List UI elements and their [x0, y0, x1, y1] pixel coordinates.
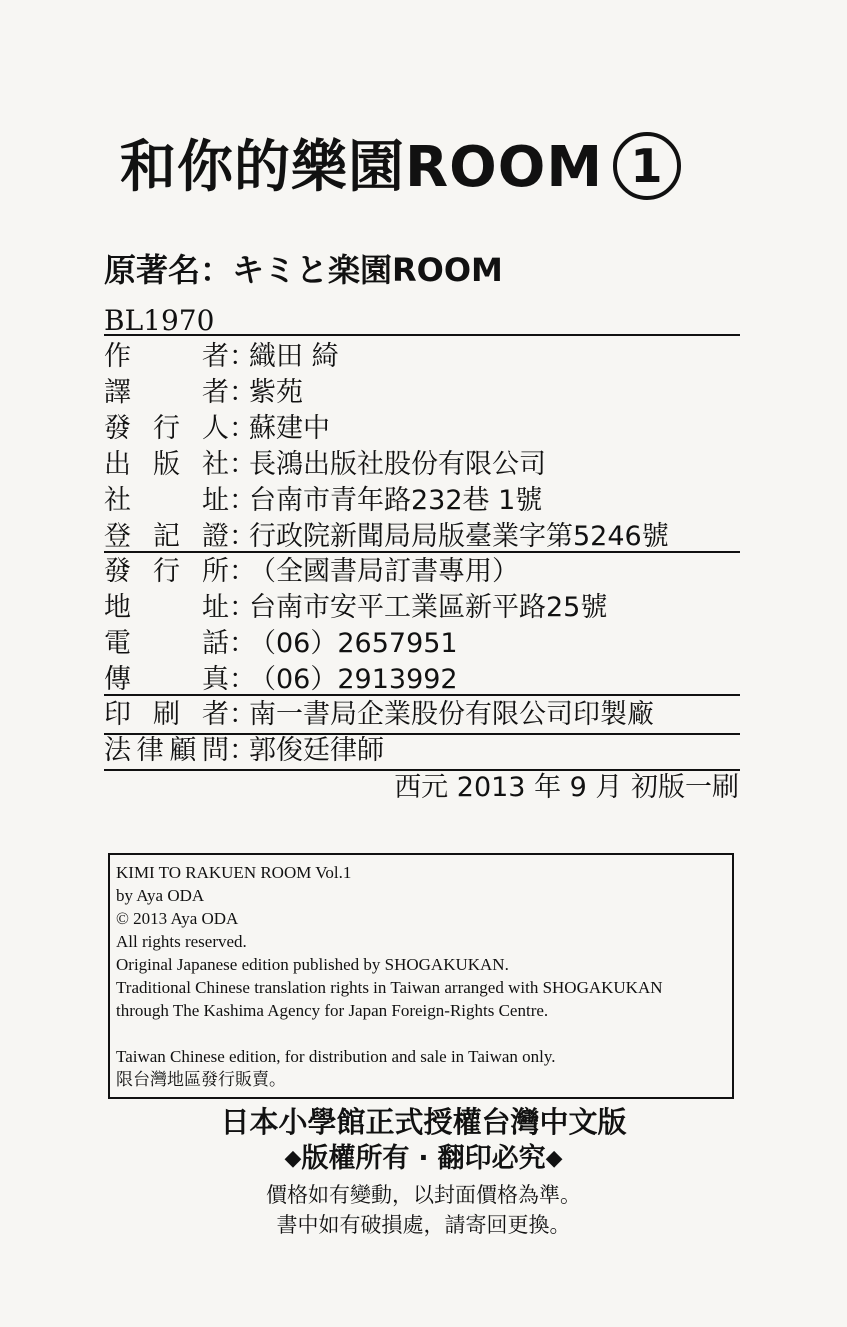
original-title: 原著名：キミと楽園ROOM	[104, 251, 503, 289]
copyright-box	[108, 853, 734, 1099]
credit-row-address: 社址：台南市青年路232巷 1號	[104, 485, 543, 516]
authorization-statement: 日本小學館正式授權台灣中文版	[220, 1105, 627, 1139]
copyright-line: Taiwan Chinese edition, for distribution and sale in Taiwan only.	[116, 1047, 556, 1066]
copyright-line: 限台灣地區發行販賣。	[116, 1070, 286, 1089]
copyright-line: © 2013 Aya ODA	[116, 909, 239, 928]
dist-row-office: 發行所：（全國書局訂書專用）	[104, 556, 519, 587]
copyright-line: Original Japanese edition published by SHOGAKUKAN.	[116, 955, 509, 974]
printer-row: 印刷者：南一書局企業股份有限公司印製廠	[104, 699, 654, 730]
divider-line	[104, 694, 740, 696]
price-notice: 價格如有變動，以封面價格為準。	[266, 1183, 581, 1207]
credits-block	[104, 339, 744, 555]
copyright-line: KIMI TO RAKUEN ROOM Vol.1	[116, 863, 352, 882]
divider-line	[104, 334, 740, 336]
diamond-icon: ◆	[284, 1146, 302, 1171]
edition-date: 西元 2013 年 9 月 初版一刷	[394, 772, 739, 803]
copyright-line: Traditional Chinese translation rights in Taiwan arranged with SHOGAKUKAN	[116, 978, 663, 997]
credit-row-translator: 譯者：紫苑	[104, 377, 303, 408]
volume-number-circle: 1	[613, 132, 681, 200]
credit-row-publishing-house: 出版社：長鴻出版社股份有限公司	[104, 449, 546, 480]
rights-reserved: ◆版權所有 ‧ 翻印必究◆	[0, 1141, 847, 1177]
legal-block	[104, 733, 744, 769]
copyright-line: All rights reserved.	[116, 932, 247, 951]
printer-block	[104, 697, 744, 733]
divider-line	[104, 551, 740, 553]
book-title-text: 和你的樂園ROOM	[120, 135, 604, 200]
damage-notice: 書中如有破損處，請寄回更換。	[276, 1213, 571, 1237]
credit-row-publisher-person: 發行人：蘇建中	[104, 413, 330, 444]
copyright-line: through The Kashima Agency for Japan Foreign-Rights Centre.	[116, 1001, 549, 1020]
legal-row: 法律顧問：郭俊廷律師	[104, 735, 384, 766]
dist-row-address: 地址：台南市安平工業區新平路25號	[104, 592, 608, 623]
dist-row-fax: 傳真：（06）2913992	[104, 664, 458, 695]
book-title	[120, 132, 681, 204]
dist-row-phone: 電話：（06）2657951	[104, 628, 458, 659]
catalog-code: BL1970	[104, 304, 215, 337]
copyright-line: by Aya ODA	[116, 886, 205, 905]
distribution-block	[104, 554, 744, 698]
credit-row-registration: 登記證：行政院新聞局局版臺業字第5246號	[104, 521, 669, 552]
diamond-icon: ◆	[545, 1146, 563, 1171]
credit-row-author: 作者：織田 綺	[104, 341, 339, 372]
